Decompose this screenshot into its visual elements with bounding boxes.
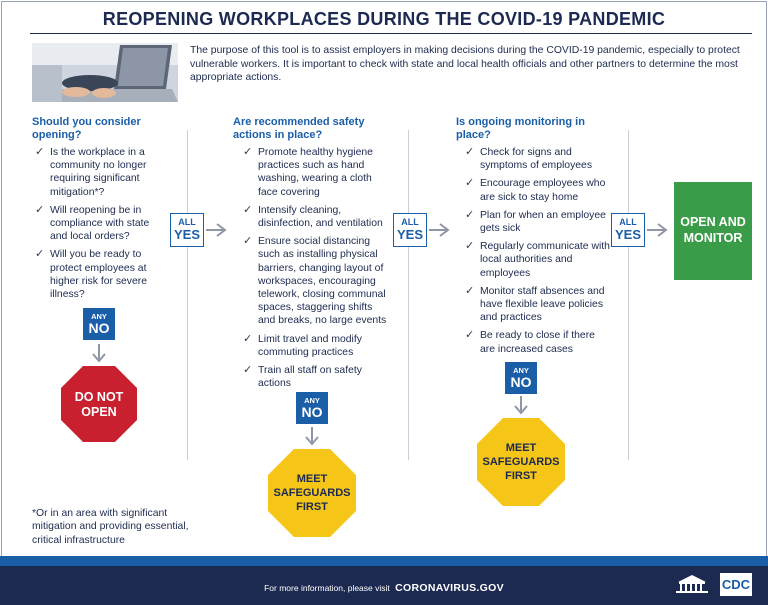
col1-checklist <box>32 146 162 306</box>
check-icon: ✓ <box>465 284 475 297</box>
list-item: ✓ Promote healthy hygiene practices such as hand washing, wearing a cloth face covering <box>243 146 373 198</box>
down-arrow-icon <box>304 427 320 447</box>
title-divider <box>30 33 752 34</box>
footer-text: For more information, please visit CORONAVIRUS.GOV <box>264 582 504 594</box>
all-yes-badge: ALL YES <box>611 213 645 247</box>
column-divider <box>408 130 409 460</box>
check-icon: ✓ <box>465 329 475 342</box>
check-icon: ✓ <box>243 203 253 216</box>
list-item: ✓ Monitor staff absences and have flexible leave policies and practices <box>465 284 605 324</box>
page-title: REOPENING WORKPLACES DURING THE COVID-19 PANDEMIC <box>102 9 666 29</box>
right-arrow-icon <box>429 222 451 238</box>
any-no-badge: ANY NO <box>296 392 328 424</box>
col3-heading: Is ongoing monitoring in place? <box>456 116 585 141</box>
footer-stripe <box>0 556 768 566</box>
check-icon: ✓ <box>465 177 475 190</box>
check-icon: ✓ <box>243 364 253 377</box>
list-item: ✓ Intensify cleaning, disinfection, and ventilation <box>243 203 383 230</box>
footnote: *Or in an area with significant mitigation and providing essential, critical infrastructure <box>32 508 189 546</box>
col3-checklist <box>462 146 610 361</box>
column-divider <box>628 130 629 460</box>
check-icon: ✓ <box>35 248 45 261</box>
check-icon: ✓ <box>243 235 253 248</box>
list-item: ✓ Will you be ready to protect employees at higher risk for severe illness? <box>35 248 148 301</box>
meet-safeguards-label: MEET SAFEGUARDS FIRST <box>482 442 560 482</box>
right-arrow-icon <box>647 222 669 238</box>
list-item: ✓ Plan for when an employee gets sick <box>465 208 606 235</box>
check-icon: ✓ <box>35 203 45 216</box>
column-divider <box>187 130 188 460</box>
list-item: ✓ Will reopening be in compliance with state and local orders? <box>35 203 150 243</box>
check-icon: ✓ <box>243 146 253 158</box>
any-no-badge: ANY NO <box>83 308 115 340</box>
down-arrow-icon <box>91 344 107 364</box>
list-item: ✓ Train all staff on safety actions <box>243 364 362 390</box>
laptop-photo <box>32 43 178 102</box>
cdc-logo: CDC <box>720 573 752 596</box>
check-icon: ✓ <box>243 332 253 345</box>
check-icon: ✓ <box>465 208 475 221</box>
col2-heading: Are recommended safety actions in place? <box>233 116 365 141</box>
list-item: ✓ Check for signs and symptoms of employees <box>465 146 593 172</box>
list-item: ✓ Limit travel and modify commuting practices <box>243 332 362 358</box>
meet-safeguards-label: MEET SAFEGUARDS FIRST <box>273 473 351 513</box>
list-item: ✓ Be ready to close if there are increased cases <box>465 329 595 355</box>
list-item: ✓ Ensure social distancing such as installing physical barriers, changing layout of workspaces, encouraging telework, closing communal spaces, staggering shifts and breaks, no large events <box>243 235 387 327</box>
check-icon: ✓ <box>465 146 475 158</box>
check-icon: ✓ <box>35 146 45 158</box>
coronavirus-gov-link[interactable]: CORONAVIRUS.GOV <box>395 582 504 594</box>
list-item: ✓ Is the workplace in a community no longer requiring significant mitigation*? <box>35 146 147 198</box>
col2-checklist <box>240 146 388 395</box>
all-yes-badge: ALL YES <box>393 213 427 247</box>
check-icon: ✓ <box>465 240 475 253</box>
intro-text: The purpose of this tool is to assist employers in making decisions during the COVID-19 pandemic, especially to protect vulnerable workers. It is important to check with state and local health officials and other partners to determine the most appropriate actions. <box>190 45 740 83</box>
do-not-open-label: DO NOT OPEN <box>74 390 124 419</box>
down-arrow-icon <box>513 396 529 416</box>
white-house-icon <box>672 573 712 595</box>
open-and-monitor-box: OPEN AND MONITOR <box>674 182 752 280</box>
list-item: ✓ Regularly communicate with local authorities and employees <box>465 240 610 279</box>
any-no-badge: ANY NO <box>505 362 537 394</box>
col1-heading: Should you consider opening? <box>32 116 141 141</box>
all-yes-badge: ALL YES <box>170 213 204 247</box>
right-arrow-icon <box>206 222 228 238</box>
list-item: ✓ Encourage employees who are sick to stay home <box>465 177 606 203</box>
